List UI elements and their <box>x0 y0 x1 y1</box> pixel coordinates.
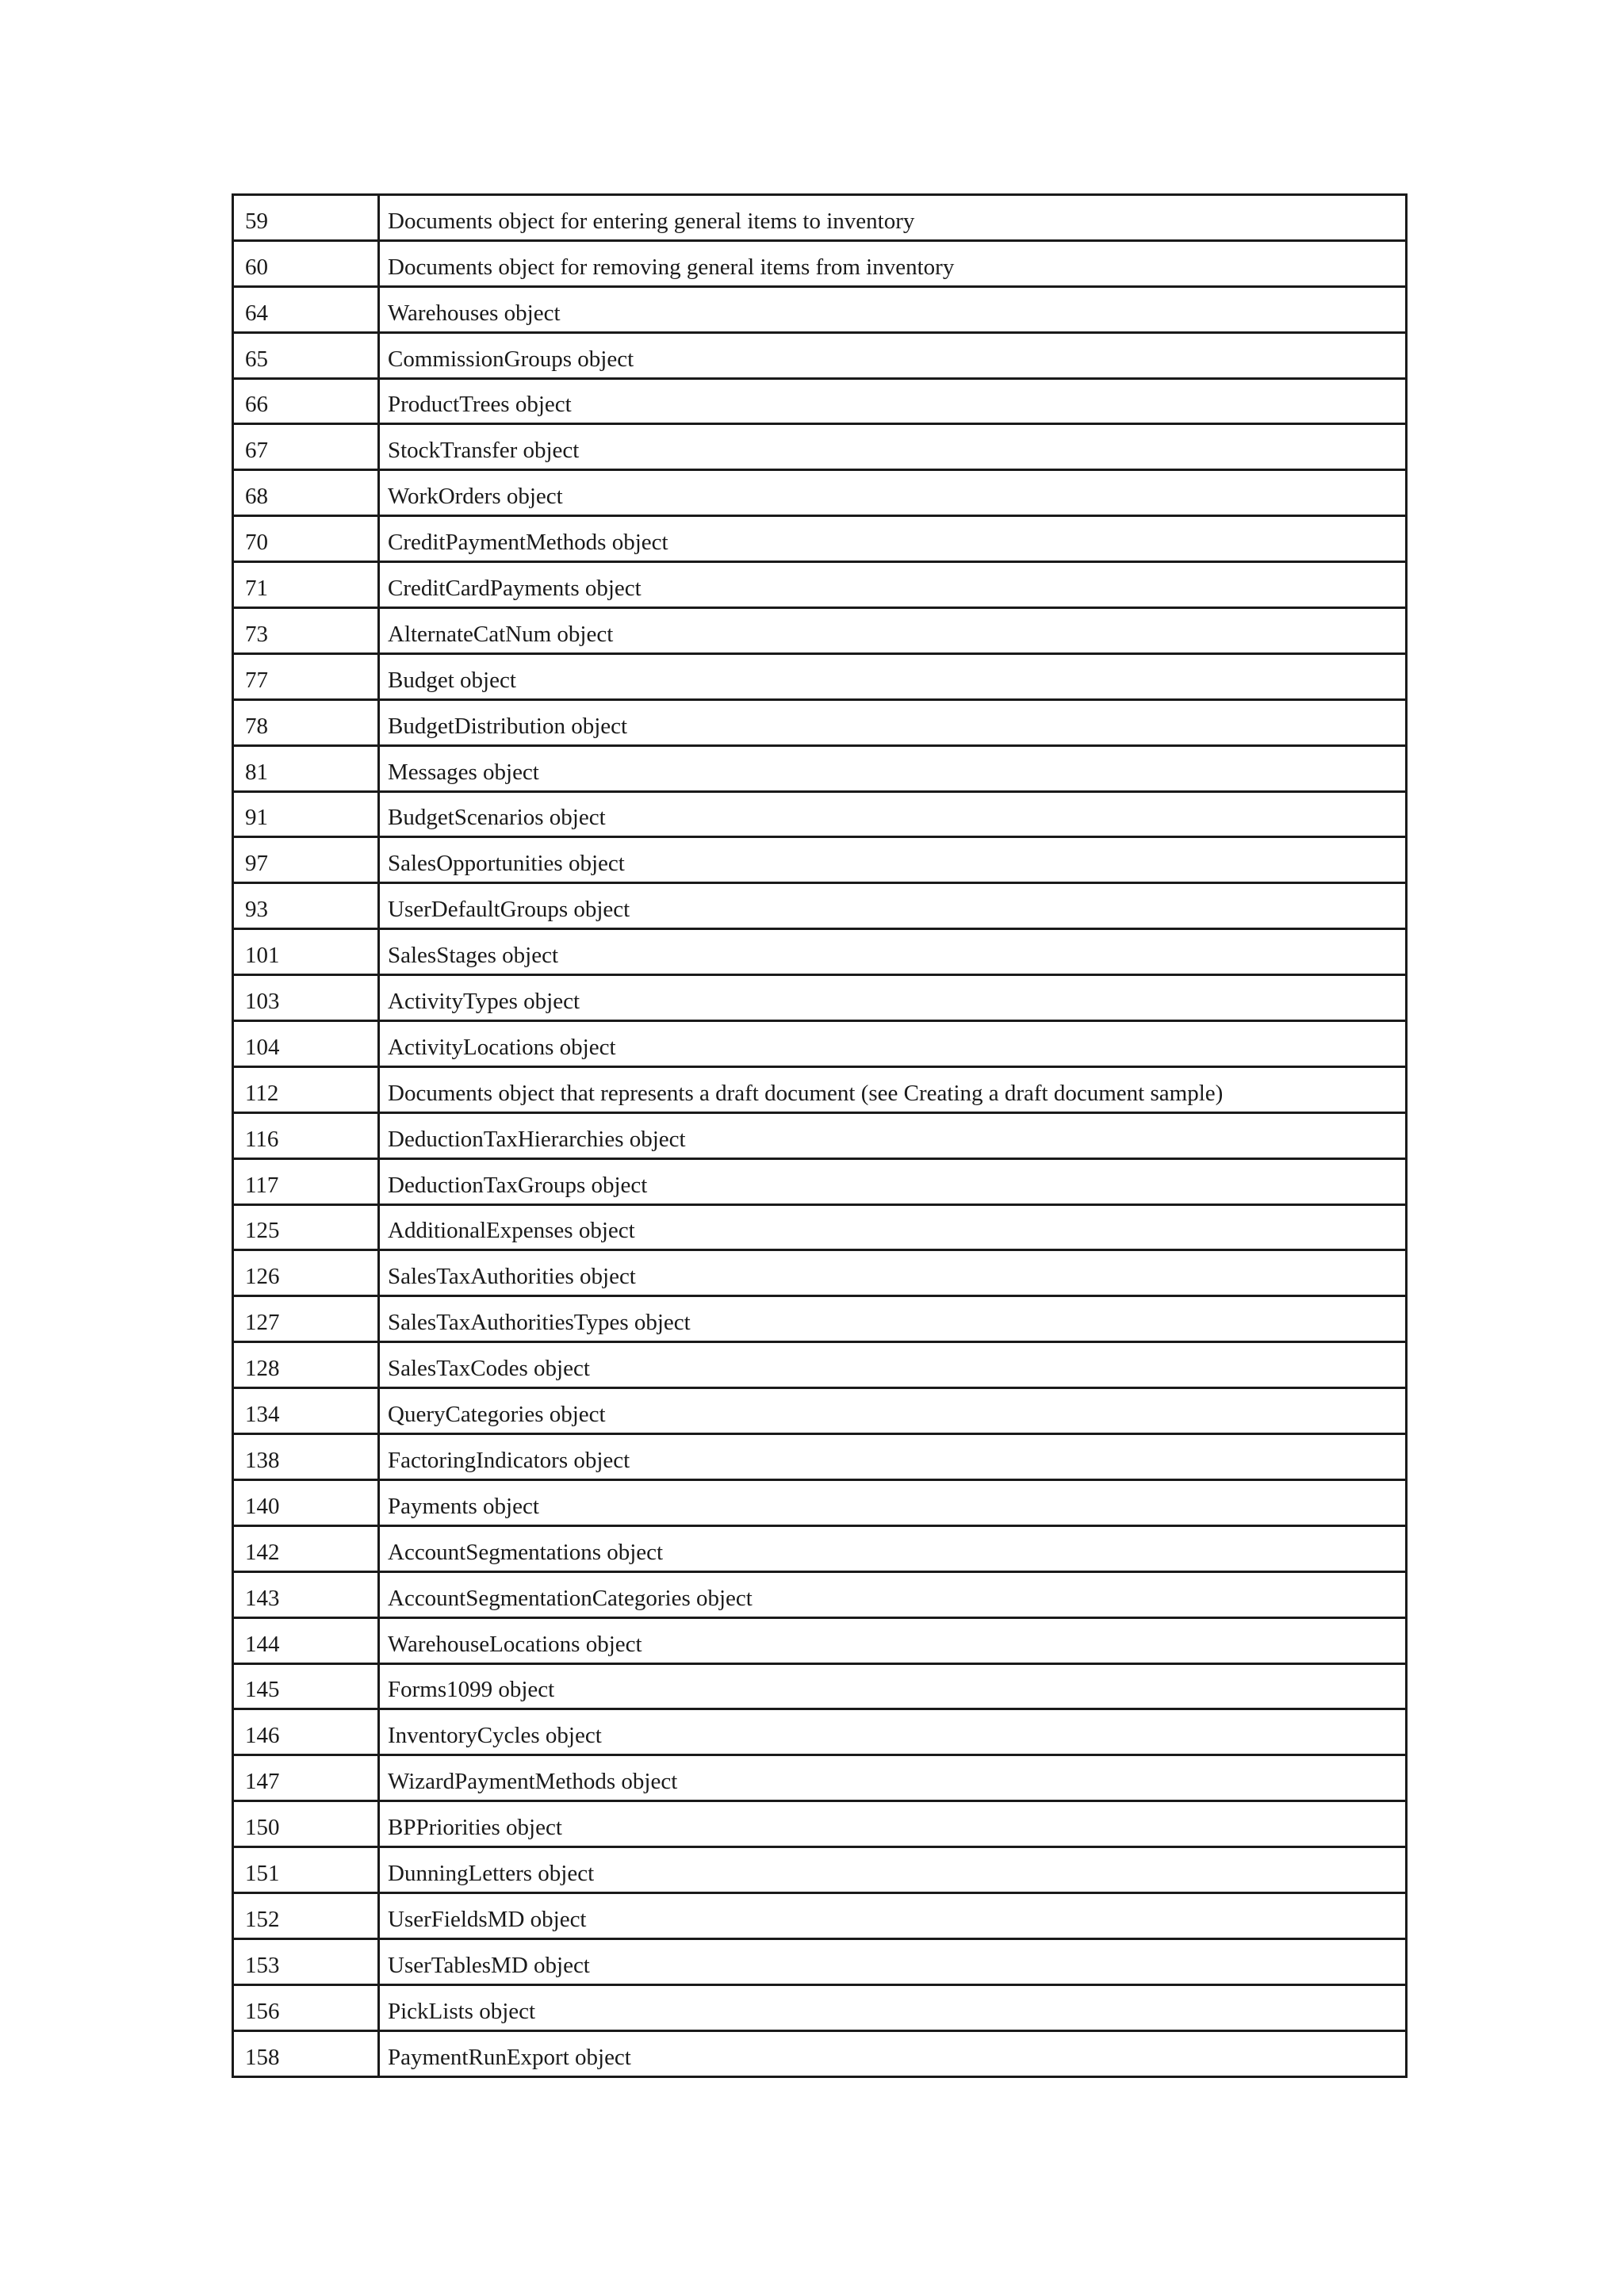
table-row <box>233 1250 1407 1296</box>
table-row <box>233 378 1407 424</box>
table-row <box>233 1663 1407 1709</box>
table-row <box>233 562 1407 608</box>
table-row <box>233 1617 1407 1663</box>
table-row <box>233 286 1407 332</box>
object-id-cell: 156 <box>233 1984 379 2030</box>
object-description-cell: Payments object <box>379 1479 1407 1525</box>
object-id-cell: 71 <box>233 562 379 608</box>
object-description-cell: SalesTaxAuthoritiesTypes object <box>379 1296 1407 1342</box>
object-id-cell: 78 <box>233 699 379 745</box>
table-row <box>233 240 1407 286</box>
table-row <box>233 1892 1407 1938</box>
table-row <box>233 1847 1407 1893</box>
table-row <box>233 608 1407 654</box>
object-id-cell: 70 <box>233 516 379 562</box>
object-id-cell: 158 <box>233 2030 379 2076</box>
table-row <box>233 699 1407 745</box>
object-description-cell: AdditionalExpenses object <box>379 1204 1407 1250</box>
object-id-cell: 153 <box>233 1938 379 1984</box>
object-id-cell: 104 <box>233 1021 379 1067</box>
object-description-cell: SalesOpportunities object <box>379 837 1407 883</box>
object-description-cell: ProductTrees object <box>379 378 1407 424</box>
object-description-cell: Forms1099 object <box>379 1663 1407 1709</box>
table-row <box>233 1709 1407 1755</box>
object-id-cell: 59 <box>233 195 379 241</box>
object-id-cell: 65 <box>233 332 379 378</box>
table-row <box>233 1434 1407 1480</box>
object-description-cell: AccountSegmentations object <box>379 1525 1407 1571</box>
table-row <box>233 1342 1407 1388</box>
table-row <box>233 653 1407 699</box>
table-row <box>233 1571 1407 1617</box>
object-id-cell: 81 <box>233 745 379 791</box>
object-description-cell: PaymentRunExport object <box>379 2030 1407 2076</box>
object-id-cell: 91 <box>233 791 379 837</box>
table-row <box>233 332 1407 378</box>
table-row <box>233 837 1407 883</box>
object-id-cell: 66 <box>233 378 379 424</box>
table-row <box>233 1479 1407 1525</box>
object-type-table <box>232 193 1408 2078</box>
table-row <box>233 1112 1407 1158</box>
object-description-cell: Documents object for removing general items from inventory <box>379 240 1407 286</box>
table-row <box>233 1204 1407 1250</box>
object-id-cell: 138 <box>233 1434 379 1480</box>
object-id-cell: 112 <box>233 1066 379 1112</box>
object-description-cell: SalesStages object <box>379 929 1407 975</box>
object-id-cell: 151 <box>233 1847 379 1893</box>
object-id-cell: 146 <box>233 1709 379 1755</box>
object-id-cell: 128 <box>233 1342 379 1388</box>
table-row <box>233 1021 1407 1067</box>
object-description-cell: Documents object for entering general items to inventory <box>379 195 1407 241</box>
table-row <box>233 1296 1407 1342</box>
object-id-cell: 117 <box>233 1158 379 1204</box>
table-row <box>233 195 1407 241</box>
object-id-cell: 103 <box>233 975 379 1021</box>
object-description-cell: PickLists object <box>379 1984 1407 2030</box>
object-description-cell: WizardPaymentMethods object <box>379 1755 1407 1801</box>
object-description-cell: AccountSegmentationCategories object <box>379 1571 1407 1617</box>
object-description-cell: CommissionGroups object <box>379 332 1407 378</box>
object-description-cell: DunningLetters object <box>379 1847 1407 1893</box>
object-id-cell: 134 <box>233 1388 379 1434</box>
object-description-cell: DeductionTaxGroups object <box>379 1158 1407 1204</box>
table-row <box>233 1388 1407 1434</box>
object-description-cell: UserDefaultGroups object <box>379 883 1407 929</box>
table-body <box>233 195 1407 2077</box>
object-description-cell: CreditPaymentMethods object <box>379 516 1407 562</box>
table-row <box>233 1158 1407 1204</box>
object-description-cell: ActivityTypes object <box>379 975 1407 1021</box>
object-description-cell: FactoringIndicators object <box>379 1434 1407 1480</box>
object-description-cell: SalesTaxCodes object <box>379 1342 1407 1388</box>
object-description-cell: CreditCardPayments object <box>379 562 1407 608</box>
object-id-cell: 150 <box>233 1801 379 1847</box>
table-row <box>233 424 1407 470</box>
object-id-cell: 60 <box>233 240 379 286</box>
table-row <box>233 883 1407 929</box>
object-id-cell: 145 <box>233 1663 379 1709</box>
object-id-cell: 142 <box>233 1525 379 1571</box>
table-row <box>233 745 1407 791</box>
object-description-cell: AlternateCatNum object <box>379 608 1407 654</box>
object-description-cell: BPPriorities object <box>379 1801 1407 1847</box>
table-row <box>233 470 1407 516</box>
object-description-cell: DeductionTaxHierarchies object <box>379 1112 1407 1158</box>
table-row <box>233 975 1407 1021</box>
object-id-cell: 116 <box>233 1112 379 1158</box>
object-description-cell: UserTablesMD object <box>379 1938 1407 1984</box>
table-row <box>233 1984 1407 2030</box>
object-id-cell: 73 <box>233 608 379 654</box>
table-row <box>233 1801 1407 1847</box>
table-row <box>233 1525 1407 1571</box>
table-row <box>233 929 1407 975</box>
table-row <box>233 2030 1407 2076</box>
object-id-cell: 67 <box>233 424 379 470</box>
object-id-cell: 126 <box>233 1250 379 1296</box>
object-description-cell: WorkOrders object <box>379 470 1407 516</box>
object-id-cell: 152 <box>233 1892 379 1938</box>
object-description-cell: InventoryCycles object <box>379 1709 1407 1755</box>
object-id-cell: 127 <box>233 1296 379 1342</box>
object-id-cell: 97 <box>233 837 379 883</box>
object-description-cell: BudgetScenarios object <box>379 791 1407 837</box>
object-id-cell: 143 <box>233 1571 379 1617</box>
object-description-cell: UserFieldsMD object <box>379 1892 1407 1938</box>
object-id-cell: 140 <box>233 1479 379 1525</box>
table-row <box>233 1066 1407 1112</box>
table-row <box>233 791 1407 837</box>
table-row <box>233 1755 1407 1801</box>
object-id-cell: 125 <box>233 1204 379 1250</box>
object-id-cell: 147 <box>233 1755 379 1801</box>
object-description-cell: Messages object <box>379 745 1407 791</box>
table-row <box>233 516 1407 562</box>
object-id-cell: 64 <box>233 286 379 332</box>
object-description-cell: Documents object that represents a draft document (see Creating a draft document sample) <box>379 1066 1407 1112</box>
object-description-cell: StockTransfer object <box>379 424 1407 470</box>
object-id-cell: 101 <box>233 929 379 975</box>
object-description-cell: WarehouseLocations object <box>379 1617 1407 1663</box>
object-description-cell: QueryCategories object <box>379 1388 1407 1434</box>
object-description-cell: Warehouses object <box>379 286 1407 332</box>
object-description-cell: Budget object <box>379 653 1407 699</box>
table-row <box>233 1938 1407 1984</box>
object-id-cell: 68 <box>233 470 379 516</box>
object-id-cell: 77 <box>233 653 379 699</box>
object-description-cell: SalesTaxAuthorities object <box>379 1250 1407 1296</box>
object-id-cell: 93 <box>233 883 379 929</box>
object-description-cell: ActivityLocations object <box>379 1021 1407 1067</box>
object-description-cell: BudgetDistribution object <box>379 699 1407 745</box>
object-id-cell: 144 <box>233 1617 379 1663</box>
